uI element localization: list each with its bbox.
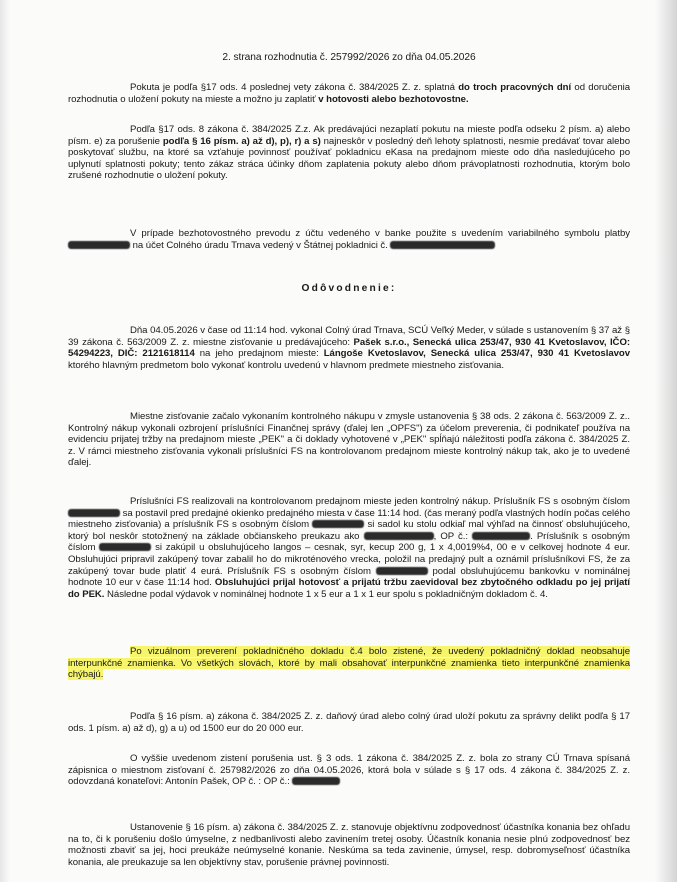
redacted-person-name [364, 532, 434, 540]
paragraph-purchase-details: Príslušníci FS realizovali na kontrolovanom predajnom mieste jeden kontrolný nákup. Príslušník FS s osobným číslom sa postavil pred predajné okienko predajného miesta v čase 11:14 hod. (čas meraný podľa vlastných hodín počas celého miestneho zisťovania) a príslušník FS s osobným číslom si sadol ku stolu odkiaľ mal výhľad na činnosť obsluhujúceho, ktorý bol neskôr stotožnený na základe občianskeho preukazu ako , OP č.: . Príslušník s osobným číslom si zakúpil u obsluhujúceho langos – cesnak, syr, kecup 200 g, 1 x 4,0019%4, 00 e v celkovej hodnote 4 eur. Obsluhujúci pripravil zakúpený tovar zabalil ho do mikroténového vrecka, položil na predajný pult a oznámil príslušníkovi FS, že za zakúpený tovar bude platiť 4 eurá. Príslušník FS s osobným číslom podal obsluhujúcemu bankovku v nominálnej hodnote 10 eur v čase 11:14 hod. Obsluhujúci prijal hotovosť a prijatú tržbu zaevidoval bez zbytočného odkladu po jej prijatí do PEK. Následne podal výdavok v nominálnej hodnote 1 x 5 eur a 1 x 1 eur spolu s pokladničným dokladom č. 4. [68, 496, 631, 600]
paragraph-highlighted-finding: Po vizuálnom preverení pokladničného dokladu č.4 bolo zistené, že uvedený pokladničný doklad neobsahuje interpunkčné znamienka. Vo všetkých slovách, ktoré by mali obsahovať interpunkčné znamienka tieto interpunkčné znamienka chýbajú. [68, 646, 630, 681]
redacted-officer-number-3 [99, 543, 151, 551]
redacted-officer-number-1 [68, 509, 120, 517]
redacted-account-number [390, 241, 495, 249]
redacted-id-card-number [472, 532, 530, 540]
redacted-owner-id [292, 777, 340, 785]
paragraph-objective-liability: Ustanovenie § 16 písm. a) zákona č. 384/2025 Z. z. stanovuje objektívnu zodpovednosť účastníka konania bez ohľadu na to, či k porušeniu došlo úmyselne, z nedbanlivosti alebo zavinením tretej osoby. Účastník konania nesie plnú zodpovednosť bez možnosti zbaviť sa jej, hoci preukáže neúmyselné konanie. Neskúma sa teda zavinenie, úmysel, resp. dobromyseľnosť účastníka konania, ale preukazuje sa len objektívny stav, porušenie právnej povinnosti. [68, 822, 630, 868]
section-title-reasoning: Odôvodnenie: [301, 283, 397, 294]
redacted-officer-number-4 [376, 567, 428, 575]
paragraph-inspection: Dňa 04.05.2026 v čase od 11:14 hod. vykonal Colný úrad Trnava, SCÚ Veľký Meder, v súlade s ustanovením § 37 až § 39 zákona č. 563/2009 Z. z. miestne zisťovanie u predávajúceho: Pašek s.r.o., Senecká ulica 253/47, 930 41 Kvetoslavov, IČO: 54294223, DIČ: 2121618114 na jeho predajnom mieste: Lángoše Kvetoslavov, Senecká ulica 253/47, 930 41 Kvetoslavov ktorého hlavným predmetom bolo vykonať kontrolu uvedenú v hlavnom predmete miestneho zisťovania. [68, 325, 630, 371]
paragraph-fine-due: Pokuta je podľa §17 ods. 4 poslednej vety zákona č. 384/2025 Z. z. splatná do troch pracovných dní od doručenia rozhodnutia o uložení pokuty na mieste a možno ju zaplatiť v hotovosti alebo bezhotovostne. [68, 82, 630, 105]
paragraph-ekasa-ban: Podľa §17 ods. 8 zákona č. 384/2025 Z.z. Ak predávajúci nezaplatí pokutu na mieste podľa odseku 2 písm. a) alebo písm. e) za porušenie podľa § 16 písm. a) až d), p), r) a s) najneskôr v posledný deň lehoty splatnosti, nesmie predávať tovar alebo poskytovať službu, na ktoré sa vzťahuje povinnosť používať pokladnicu eKasa na predajnom mieste odo dňa nasledujúceho po uplynutí splatnosti pokuty; tento zákaz stráca účinky dňom zaplatenia pokuty alebo dňom právoplatnosti rozhodnutia, ktorým bolo zrušené rozhodnutie o uložení pokuty. [68, 124, 630, 182]
paragraph-penalty-rule: Podľa § 16 písm. a) zákona č. 384/2025 Z. z. daňový úrad alebo colný úrad uloží pokutu za správny delikt podľa § 17 ods. 1 písm. a) až d), g) a u) od 1500 eur do 20 000 eur. [68, 711, 630, 734]
page-edge-shadow-right [655, 0, 677, 882]
redacted-officer-number-2 [312, 520, 364, 528]
page-edge-shadow-left [0, 0, 10, 882]
redacted-variable-symbol [68, 241, 130, 249]
paragraph-control-purchase: Miestne zisťovanie začalo vykonaním kontrolného nákupu v zmysle ustanovenia § 38 ods. 2 zákona č. 563/2009 Z. z.. Kontrolný nákup vykonali ozbrojení príslušníci Finančnej správy (ďalej len „OPFS") za účelom preverenia, či podnikateľ používa na evidenciu prijatej tržby na predajnom mieste „PEK" a či doklady vyhotovené v „PEK" spĺňajú náležitosti podľa zákona č. 384/2025 Z. z. V rámci miestneho zisťovania vykonali príslušníci FS na kontrolovanom predajnom mieste kontrolný nákup tak, ako je to uvedené ďalej. [68, 411, 630, 469]
page-header: 2. strana rozhodnutia č. 257992/2026 zo dňa 04.05.2026 [222, 52, 476, 63]
paragraph-bank-transfer: V prípade bezhotovostného prevodu z účtu vedeného v banke použite s uvedením variabilného symbolu platby na účet Colného úradu Trnava vedený v Štátnej pokladnici č. [68, 228, 630, 251]
paragraph-report: O vyššie uvedenom zistení porušenia ust. § 3 ods. 1 zákona č. 384/2025 Z. z. bola zo strany CÚ Trnava spísaná zápisnica o miestnom zisťovaní č. 257982/2026 zo dňa 04.05.2026, ktorá bola v súlade s § 17 ods. 4 zákona č. 384/2025 Z. z. odovzdaná konateľovi: Antonín Pašek, OP č. : OP č.: [68, 753, 630, 788]
